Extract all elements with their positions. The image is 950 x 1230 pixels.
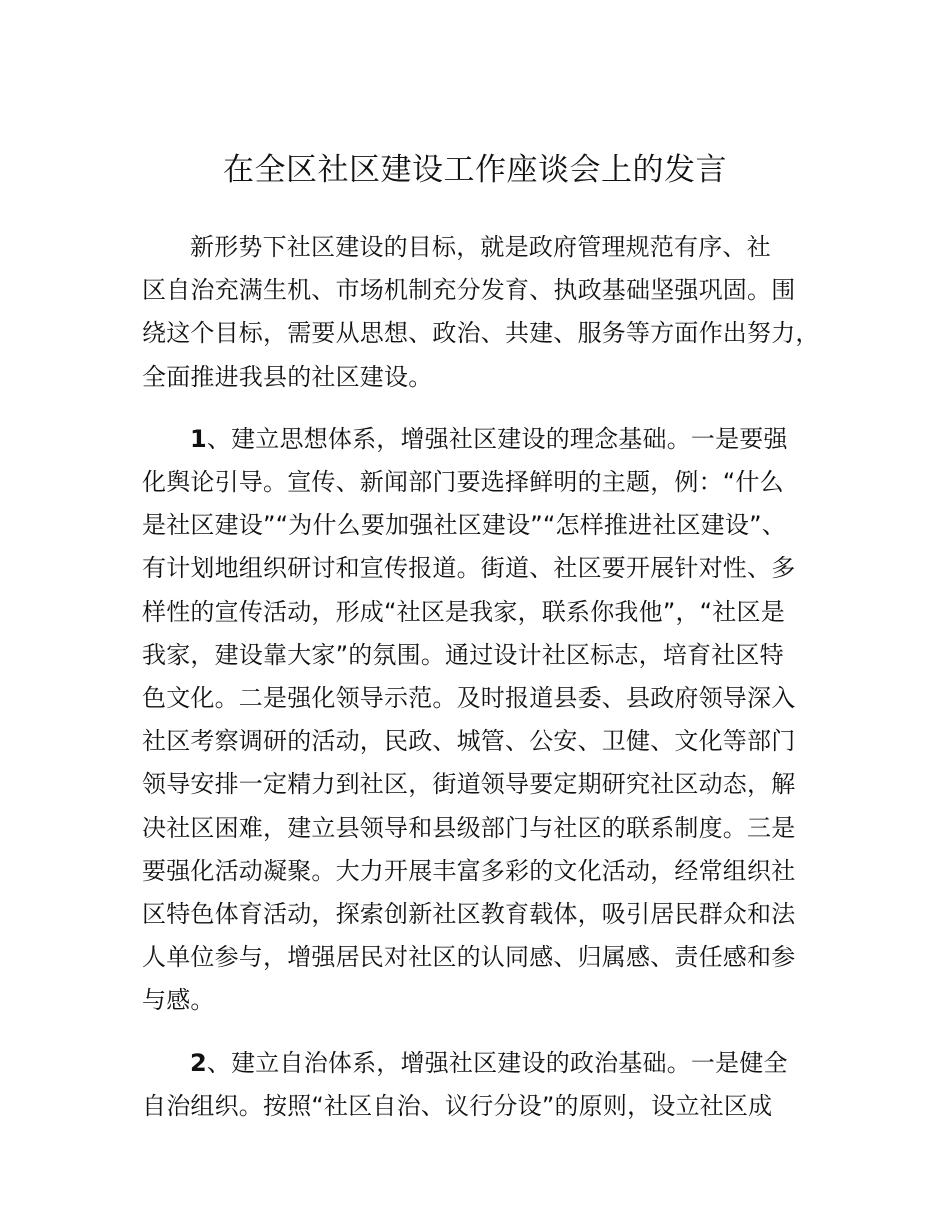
section-text-1: 、建立思想体系，增强社区建设的理念基础。一是要强 化舆论引导。宣传、新闻部门要选择鲜明的主题，例：“什么 是社区建设”“为什么要加强社区建设”“怎样推进社区建设”、 有计划地组织研讨和宣传报道。街道、社区要开展针对性、多 样性的宣传活动，形成“社区是我家，联系你我他”，“社区是 我家，建设靠大家”的氛围。通过设计社区标志，培育社区特 色文化。二是强化领导示范。及时报道县委、县政府领导深入 社区考察调研的活动，民政、城管、公安、卫健、文化等部门 领导安排一定精力到社区，街道领导要定期研究社区动态，解 决社区困难，建立县领导和县级部门与社区的联系制度。三是 要强化活动凝聚。大力开展丰富多彩的文化活动，经常组织社 区特色体育活动，探索创新社区教育载体，吸引居民群众和法 人单位参与，增强居民对社区的认同感、归属感、责任感和参 与感。 [142, 424, 796, 1015]
section-number-1: 1 [190, 424, 207, 453]
document-body [142, 226, 832, 1147]
section-number-2: 2 [190, 1048, 207, 1077]
section-paragraph-2 [142, 1042, 832, 1128]
intro-paragraph: 新形势下社区建设的目标，就是政府管理规范有序、社 区自治充满生机、市场机制充分发育、执政基础坚强巩固。围 绕这个目标，需要从思想、政治、共建、服务等方面作出努力， 全面推进我县的社区建设。 [142, 233, 820, 391]
section-paragraph-1 [142, 418, 832, 1023]
section-text-2: 、建立自治体系，增强社区建设的政治基础。一是健全 自治组织。按照“社区自治、议行分设”的原则，设立社区成 [142, 1048, 788, 1120]
document-title: 在全区社区建设工作座谈会上的发言 [223, 152, 727, 188]
